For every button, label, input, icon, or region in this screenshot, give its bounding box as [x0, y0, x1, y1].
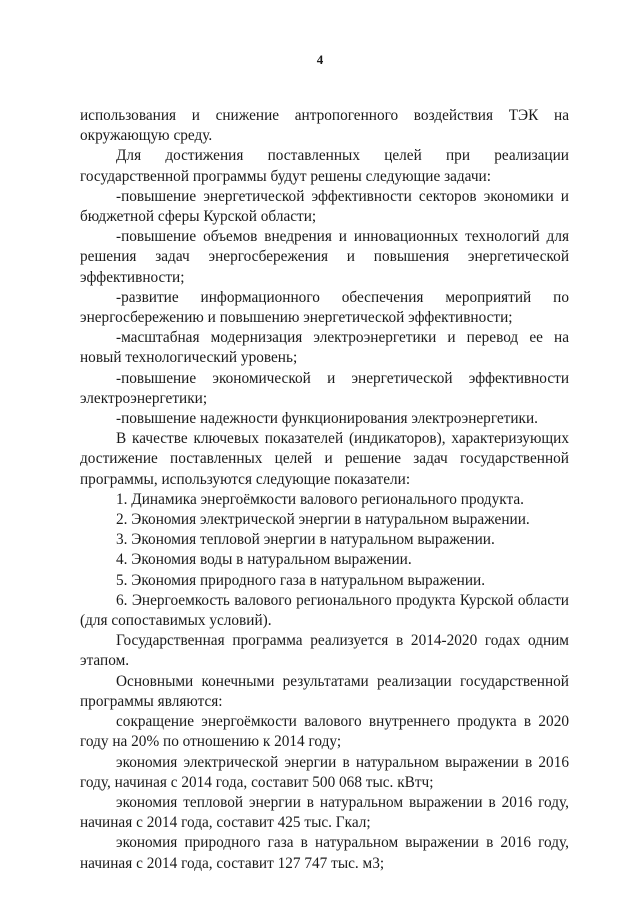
indicator-item: 2. Экономия электрической энергии в натуральном выражении.	[116, 511, 530, 529]
task-item: -повышение надежности функционирования электроэнергетики.	[116, 410, 538, 428]
indicator-item: 4. Экономия воды в натуральном выражении.	[116, 551, 412, 569]
paragraph: Основными конечными результатами реализации государственной программы являются:	[80, 672, 569, 710]
task-item: -повышение объемов внедрения и инновационных технологий для решения задач энергосбережения и повышения энергетической эффективности;	[80, 228, 569, 286]
document-body	[80, 106, 569, 874]
result-item: экономия природного газа в натуральном выражении в 2016 году, начиная с 2014 года, составит 127 747 тыс. м3;	[80, 834, 569, 872]
task-item: -развитие информационного обеспечения мероприятий по энергосбережению и повышению энергетической эффективности;	[80, 288, 569, 327]
task-item: -масштабная модернизация электроэнергетики и перевод ее на новый технологический уровень;	[80, 329, 569, 367]
page-number: 4	[316, 52, 324, 67]
task-item: -повышение энергетической эффективности секторов экономики и бюджетной сферы Курской области;	[80, 187, 569, 226]
paragraph: Государственная программа реализуется в 2014-2020 годах одним этапом.	[80, 632, 569, 670]
paragraph: Для достижения поставленных целей при реализации государственной программы будут решены следующие задачи:	[80, 147, 569, 185]
indicator-item: 5. Экономия природного газа в натуральном выражении.	[116, 571, 486, 589]
paragraph: использования и снижение антропогенного воздействия ТЭК на окружающую среду.	[80, 107, 569, 145]
paragraph: В качестве ключевых показателей (индикаторов), характеризующих достижение поставленных целей и решение задач государственной программы, используются следующие показатели:	[80, 430, 569, 488]
result-item: экономия электрической энергии в натуральном выражении в 2016 году, начиная с 2014 года, составит 500 068 тыс. кВтч;	[80, 753, 569, 791]
indicator-item: 1. Динамика энергоёмкости валового регионального продукта.	[116, 490, 524, 508]
result-item: экономия тепловой энергии в натуральном выражении в 2016 году, начиная с 2014 года, составит 425 тыс. Гкал;	[80, 793, 569, 832]
indicator-item: 6. Энергоемкость валового регионального продукта Курской области (для сопоставимых условий).	[80, 591, 569, 630]
task-item: -повышение экономической и энергетической эффективности электроэнергетики;	[80, 369, 569, 407]
indicator-item: 3. Экономия тепловой энергии в натуральном выражении.	[116, 531, 495, 549]
result-item: сокращение энергоёмкости валового внутреннего продукта в 2020 году на 20% по отношению к 2014 году;	[80, 713, 569, 751]
